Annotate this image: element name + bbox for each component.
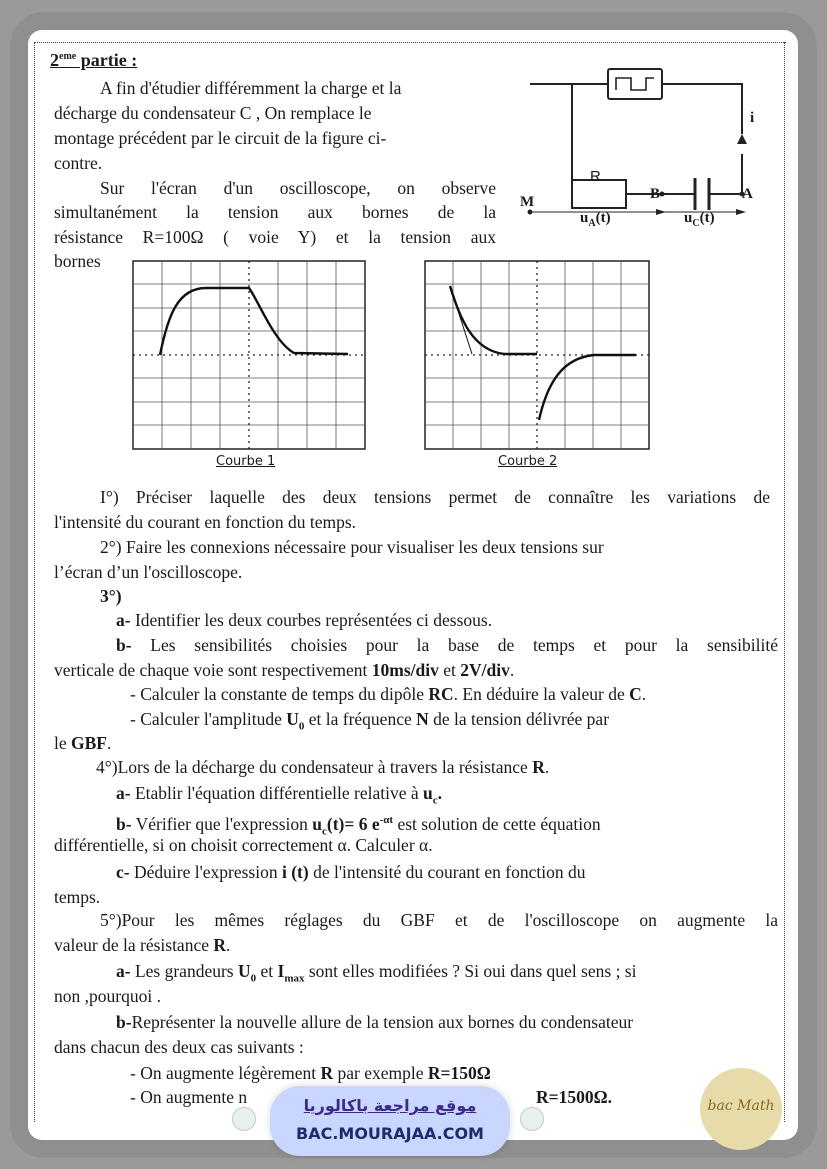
q5-line-2: valeur de la résistance R. xyxy=(54,935,231,955)
q4a-line: a- Etablir l'équation différentielle relative à $u_c$. xyxy=(116,783,443,807)
node-a-label: A xyxy=(742,186,753,202)
q5a-line-1: a- Les grandeurs $U_0$ et $I_{max}$ sont elles modifiées ? Si oui dans quel sens ; si xyxy=(116,961,637,985)
intro-line-6: simultanément la tension aux bornes de la xyxy=(54,202,496,222)
q5a-line-2: non ,pourquoi . xyxy=(54,986,161,1006)
top-dotted-margin xyxy=(34,42,786,43)
intro-line-7: résistance R=100Ω ( voie Y) et la tension aux xyxy=(54,227,496,247)
intro-line-1: A fin d'étudier différemment la charge et la xyxy=(100,78,402,98)
left-dotted-margin xyxy=(34,42,35,1122)
q4b-line-2: différentielle, si on choisit correctement α. Calculer α. xyxy=(54,835,433,855)
document-sheet xyxy=(28,30,798,1140)
site-badge-left-icon xyxy=(232,1107,256,1131)
site-banner-arabic: موقع مراجعة باكالوريا xyxy=(303,1096,477,1115)
node-m-label: M xyxy=(520,194,535,210)
intro-line-5: Sur l'écran d'un oscilloscope, on observe xyxy=(100,178,496,198)
q5b-case-1: - On augmente légèrement R par exemple R=150Ω xyxy=(130,1063,491,1083)
intro-line-8: bornes xyxy=(54,251,101,271)
q4c-line-1: c- Déduire l'expression i (t) de l'intensité du courant en fonction du xyxy=(116,862,586,882)
q3b-line-1: b- Les sensibilités choisies pour la base de temps et pour la sensibilité xyxy=(116,635,778,655)
q4c-line-2: temps. xyxy=(54,887,101,907)
q5b-case-2: - On augmente n R=1500Ω. xyxy=(130,1087,612,1107)
voltage-uc-label: $u_C(t)$ xyxy=(684,210,715,229)
oscilloscope-screen-1 xyxy=(132,260,366,450)
q3-heading: 3°) xyxy=(100,586,122,606)
site-banner[interactable] xyxy=(270,1086,510,1156)
q5b-line-2: dans chacun des deux cas suivants : xyxy=(54,1037,304,1057)
q4b-line-1: b- Vérifier que l'expression $u_c(t)= 6$ $e^{-\alpha t}$ est solution de cette équation xyxy=(116,813,601,838)
q1-line-1: I°) Préciser laquelle des deux tensions permet de connaître les variations de xyxy=(100,487,770,507)
site-badge-right-icon xyxy=(520,1107,544,1131)
voltage-ua-label: $u_A(t)$ xyxy=(580,210,611,229)
q2-line-2: l’écran d’un l'oscilloscope. xyxy=(54,562,243,582)
intro-line-3: montage précédent par le circuit de la figure ci- xyxy=(54,128,387,148)
q3b-line-2: verticale de chaque voie sont respectivement 10ms/div et 2V/div. xyxy=(54,660,515,680)
q3b-calc-1: - Calculer la constante de temps du dipôle RC. En déduire la valeur de C. xyxy=(130,684,647,704)
q3a-line: a- Identifier les deux courbes représentées ci dessous. xyxy=(116,610,493,630)
current-label: i xyxy=(750,110,755,126)
circuit-diagram xyxy=(516,64,766,234)
q2-line-1: 2°) Faire les connexions nécessaire pour visualiser les deux tensions sur xyxy=(100,537,604,557)
curve-1-caption: Courbe 1 xyxy=(216,454,276,469)
q3b-calc-3: le GBF. xyxy=(54,733,112,753)
oscilloscope-screen-2 xyxy=(424,260,650,450)
resistor-label: R xyxy=(590,168,601,185)
q3b-calc-2: - Calculer l'amplitude $U_0$ et la fréquence N de la tension délivrée par xyxy=(130,709,610,733)
bac-math-logo: bac Math xyxy=(700,1068,782,1150)
part-heading: 2eme partie : xyxy=(50,50,138,70)
curve-2-caption: Courbe 2 xyxy=(498,454,558,469)
intro-line-2: décharge du condensateur C , On remplace le xyxy=(54,103,372,123)
q4-heading: 4°)Lors de la décharge du condensateur à travers la résistance R. xyxy=(96,757,550,777)
q5-line-1: 5°)Pour les mêmes réglages du GBF et de l'oscilloscope on augmente la xyxy=(100,910,778,930)
node-b-label: B xyxy=(650,186,661,202)
site-banner-url[interactable]: BAC.MOURAJAA.COM xyxy=(296,1124,484,1143)
q5b-line-1: b-Représenter la nouvelle allure de la tension aux bornes du condensateur xyxy=(116,1012,634,1032)
q1-line-2: l'intensité du courant en fonction du temps. xyxy=(54,512,357,532)
intro-line-4: contre. xyxy=(54,153,103,173)
right-dotted-margin xyxy=(784,42,785,1122)
